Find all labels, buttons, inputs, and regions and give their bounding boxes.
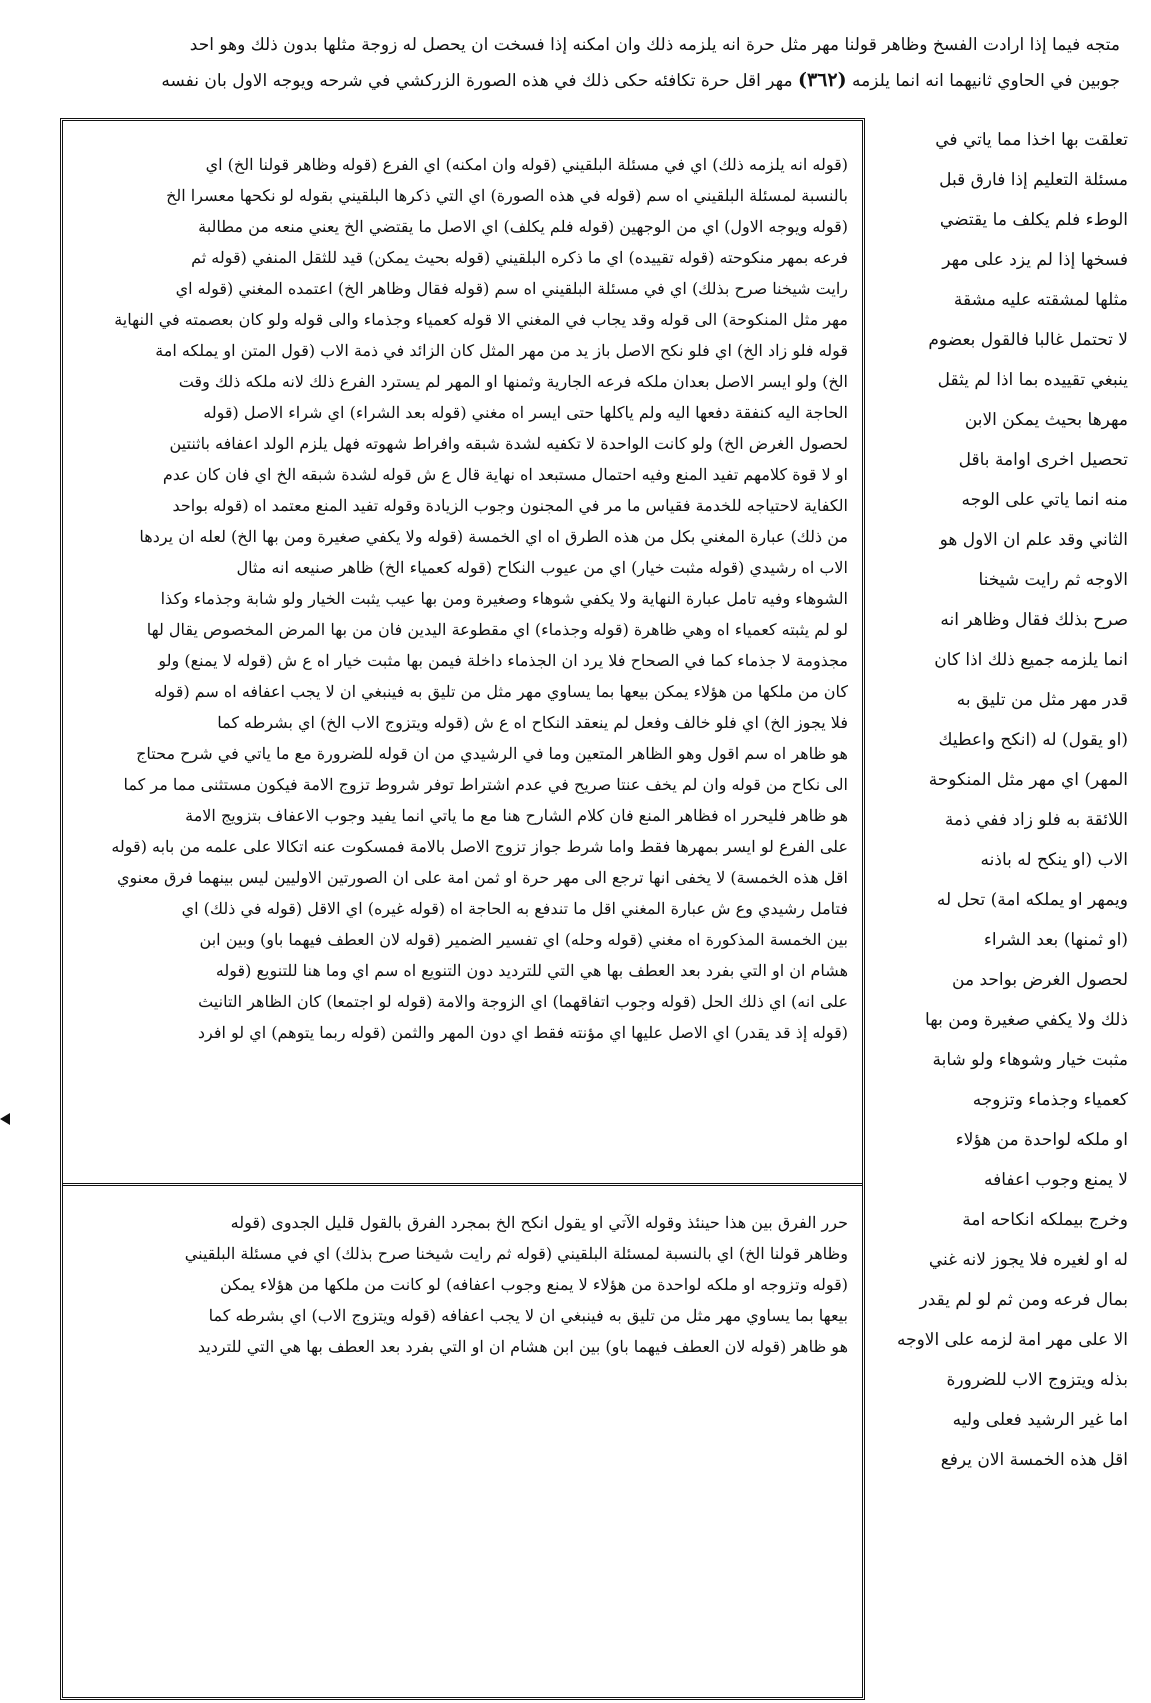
margin-column: [878, 120, 1128, 1690]
commentary-line: مهر مثل المنكوحة) الى قوله وقد يجاب في المغني الا قوله كعمياء وجذماء والى قوله ولو كان بعصمته في النهاية: [114, 310, 848, 329]
text-segment: مهر اقل حرة تكافئه حكى ذلك في هذه الصورة الزركشي في شرحه ويوجه الاول بان نفسه: [161, 71, 793, 91]
commentary-line: (قوله انه يلزمه ذلك) اي في مسئلة البلقيني (قوله وان امكنه) اي الفرع (قوله وظاهر قولنا الخ) اي: [205, 155, 848, 174]
margin-line: كعمياء وجذماء وتزوجه: [972, 1090, 1128, 1110]
margin-line: صرح بذلك فقال وظاهر انه: [940, 610, 1128, 630]
margin-line: ويمهر او يملكه امة) تحل له: [936, 890, 1128, 910]
margin-line: بذله ويتزوج الاب للضرورة: [946, 1370, 1128, 1390]
text-segment: جوبين في الحاوي ثانيهما انه انما يلزمه: [852, 71, 1120, 91]
commentary-line: بين الخمسة المذكورة اه مغني (قوله وحله) اي تفسير الضمير (قوله لان العطف فيهما باو) وبين ابن: [199, 930, 848, 949]
margin-line: المهر) اي مهر مثل المنكوحة: [928, 770, 1128, 790]
margin-line: ينبغي تقييده بما اذا لم يثقل: [937, 370, 1128, 390]
commentary-line: هو ظاهر فليحرر اه فظاهر المنع فان كلام الشارح هنا مع ما ياتي انما يفيد وجوب الاعفاف بتزويج الامة: [185, 806, 848, 825]
commentary-line: (قوله ويوجه الاول) اي من الوجهين (قوله فلم يكلف) اي الاصل ما يقتضي الخ يعني منعه من مطالبة: [198, 217, 848, 236]
commentary-line: الاب اه رشيدي (قوله مثبت خيار) اي من عيوب النكاح (قوله كعمياء الخ) ظاهر صنيعه انه مثال: [236, 558, 848, 577]
margin-line: لا تحتمل غالبا فالقول بعضوم: [928, 330, 1128, 350]
text-line: [60, 63, 1120, 98]
commentary-lower: [63, 1193, 862, 1703]
margin-line: منه انما ياتي على الوجه: [961, 490, 1128, 510]
margin-line: لحصول الغرض بواحد من: [952, 970, 1128, 990]
main-text-top: [60, 28, 1120, 98]
margin-line: ذلك ولا يكفي صغيرة ومن بها: [925, 1010, 1128, 1030]
margin-line: (او ثمنها) بعد الشراء: [983, 930, 1128, 950]
commentary-line: رايت شيخنا صرح بذلك) اي في مسئلة البلقيني اه سم (قوله فقال وظاهر الخ) اعتمده المغني (قوله اي: [175, 279, 848, 298]
commentary-line: حرر الفرق بين هذا حينئذ وقوله الآتي او يقول انكح الخ بمجرد الفرق بالقول قليل الجدوى (قوله: [230, 1213, 848, 1232]
margin-line: فسخها إذا لم يزد على مهر: [942, 250, 1128, 270]
margin-arrow-icon: [0, 1113, 10, 1125]
margin-line: مثبت خيار وشوهاء ولو شابة: [932, 1050, 1128, 1070]
commentary-upper: [63, 121, 862, 1183]
margin-line: اللائقة به فلو زاد ففي ذمة: [944, 810, 1128, 830]
commentary-line: لحصول الغرض الخ) ولو كانت الواحدة لا تكفيه لشدة شبقه وافراط شهوته فهل يلزم الولد اعفافه باثنتين: [169, 434, 848, 453]
commentary-line: (قوله إذ قد يقدر) اي الاصل عليها اي مؤنته فقط اي دون المهر والثمن (قوله ربما يتوهم) اي لو افرد: [197, 1023, 848, 1042]
commentary-line: (قوله وتزوجه او ملكه لواحدة من هؤلاء لا يمنع وجوب اعفافه) لو كانت من ملكها من هؤلاء يمكن: [220, 1275, 848, 1294]
page-number: (٣٦٢): [797, 69, 847, 91]
margin-line: له او لغيره فلا يجوز لانه غني: [928, 1250, 1128, 1270]
margin-line: اما غير الرشيد فعلى وليه: [952, 1410, 1128, 1430]
commentary-line: هشام ان او التي بفرد بعد العطف بها هي التي للترديد دون التنويع اه سم اي وما هنا للتنويع (قوله: [215, 961, 848, 980]
margin-line: لا يمنع وجوب اعفافه: [983, 1170, 1128, 1190]
margin-line: وخرج بيملكه انكاحه امة: [962, 1210, 1128, 1230]
commentary-line: الحاجة اليه كنفقة دفعها اليه ولم ياكلها حتى ايسر اه مغني (قوله بعد الشراء) اي شراء الاصل (قوله: [203, 403, 848, 422]
margin-line: الا على مهر امة لزمه على الاوجه: [896, 1330, 1128, 1350]
commentary-line: فتامل رشيدي وع ش عبارة المغني اقل ما تندفع به الحاجة اه (قوله غيره) اي الاقل (قوله في ذلك) اي: [181, 899, 848, 918]
commentary-line: كان من ملكها من هؤلاء يمكن بيعها بما يساوي مهر مثل من تليق به فينبغي ان لا يجب اعفافه اه سم (قوله: [154, 682, 848, 701]
section-divider: [63, 1183, 862, 1186]
margin-line: الثاني وقد علم ان الاول هو: [939, 530, 1128, 550]
margin-line: مثلها لمشقته عليه مشقة: [953, 290, 1128, 310]
commentary-line: الشوهاء وفيه تامل عبارة النهاية ولا يكفي شوهاء وصغيرة ومن بها عيب يثبت الخيار ولو شابة وجذماء وكذا: [160, 589, 848, 608]
margin-line: الاوجه ثم رايت شيخنا: [978, 570, 1128, 590]
commentary-line: هو ظاهر اه سم اقول وهو الظاهر المتعين وما في الرشيدي من ان قوله للضرورة مع ما ياتي في شرح محتاج: [136, 744, 848, 763]
commentary-line: بيعها بما يساوي مهر مثل من تليق به فينبغي ان لا يجب اعفافه (قوله ويتزوج الاب) اي بشرطه كما: [208, 1306, 848, 1325]
margin-line: مسئلة التعليم إذا فارق قبل: [939, 170, 1128, 190]
commentary-line: مجذومة لا جذماء كما في الصحاح فلا يرد ان الجذماء داخلة فيمن بها مثبت خيار اه ع ش (قوله لا يمنع) ولو: [158, 651, 848, 670]
commentary-line: على انه) اي ذلك الحل (قوله وجوب اتفاقهما) اي الزوجة والامة (قوله لو اجتمعا) كان الظاهر التانيث: [198, 992, 848, 1011]
commentary-line: اقل هذه الخمسة) لا يخفى انها ترجع الى مهر حرة او ثمن امة على ان الصورتين الاوليين ليس بينهما فرق معنوي: [116, 868, 848, 887]
margin-line: الاب (او ينكح له باذنه: [980, 850, 1128, 870]
margin-line: مهرها بحيث يمكن الابن: [964, 410, 1128, 430]
commentary-line: او لا قوة كلامهم تفيد المنع وفيه احتمال مستبعد اه نهاية قال ع ش قوله لشدة شبقه الخ اي فان كان عدم: [162, 465, 848, 484]
commentary-line: الكفاية لاحتياجه للخدمة فقياس ما مر في المجنون وجوب الزيادة وقوله تفيد المنع معتمد اه (قوله بواحد: [172, 496, 848, 515]
margin-line: قدر مهر مثل من تليق به: [956, 690, 1128, 710]
commentary-line: فرعه بمهر منكوحته (قوله تقييده) اي ما ذكره البلقيني (قوله بحيث يمكن) قيد للثقل المنفي (قوله ثم: [191, 248, 848, 267]
commentary-line: بالنسبة لمسئلة البلقيني اه سم (قوله في هذه الصورة) اي التي ذكرها البلقيني بقوله لو نكحها معسرا الخ: [166, 186, 848, 205]
commentary-line: فلا يجوز الخ) اي فلو خالف وفعل لم ينعقد النكاح اه ع ش (قوله ويتزوج الاب الخ) اي بشرطه كما: [217, 713, 848, 732]
commentary-line: وظاهر قولنا الخ) اي بالنسبة لمسئلة البلقيني (قوله ثم رايت شيخنا صرح بذلك) اي في مسئلة البلقيني: [184, 1244, 848, 1263]
margin-line: تعلقت بها اخذا مما ياتي في: [935, 130, 1128, 150]
commentary-box: [60, 118, 865, 1700]
margin-line: اقل هذه الخمسة الان يرفع: [940, 1450, 1128, 1470]
margin-line: او ملكه لواحدة من هؤلاء: [955, 1130, 1128, 1150]
margin-line: انما يلزمه جميع ذلك اذا كان: [934, 650, 1128, 670]
margin-line: الوطء فلم يكلف ما يقتضي: [939, 210, 1128, 230]
margin-line: تحصيل اخرى اوامة باقل: [958, 450, 1128, 470]
commentary-line: قوله فلو زاد الخ) اي فلو نكح الاصل باز يد من مهر المثل كان الزائد في ذمة الاب (قول المتن او يملكه امة: [155, 341, 848, 360]
commentary-line: هو ظاهر (قوله لان العطف فيهما باو) بين ابن هشام ان او التي بفرد بعد العطف بها هي التي للترديد: [197, 1337, 848, 1356]
margin-line: بمال فرعه ومن ثم لو لم يقدر: [919, 1290, 1128, 1310]
commentary-line: على الفرع لو ايسر بمهرها فقط واما شرط جواز تزوج الاصل بالامة فمسكوت عنه اتكالا على علمه من بابه (قوله: [111, 837, 848, 856]
commentary-line: من ذلك) عبارة المغني بكل من هذه الطرق اه اي الخمسة (قوله ولا يكفي صغيرة ومن بها الخ) لعله ان يردها: [139, 527, 848, 546]
margin-line: (او يقول) له (انكح واعطيك: [938, 730, 1128, 750]
commentary-line: الخ) ولو ايسر الاصل بعدان ملكه فرعه الجارية وثمنها او المهر لم يسترد الفرع ذلك لانه ملكه ذلك وقت: [178, 372, 848, 391]
commentary-line: لو لم يثبته كعمياء اه وهي ظاهرة (قوله وجذماء) اي مقطوعة اليدين فان من بها المرض المخصوص يقال لها: [146, 620, 848, 639]
commentary-line: الى نكاح من قوله وان لم يخف عنتا صريح في عدم اشتراط توفر شروط تزوج الامة فيكون مستثنى مما مر كما: [123, 775, 848, 794]
text-line: متجه فيما إذا ارادت الفسخ وظاهر قولنا مهر مثل حرة انه يلزمه ذلك وان امكنه إذا فسخت ان يحصل له زوجة مثلها بدون ذلك وهو احد: [189, 35, 1120, 55]
